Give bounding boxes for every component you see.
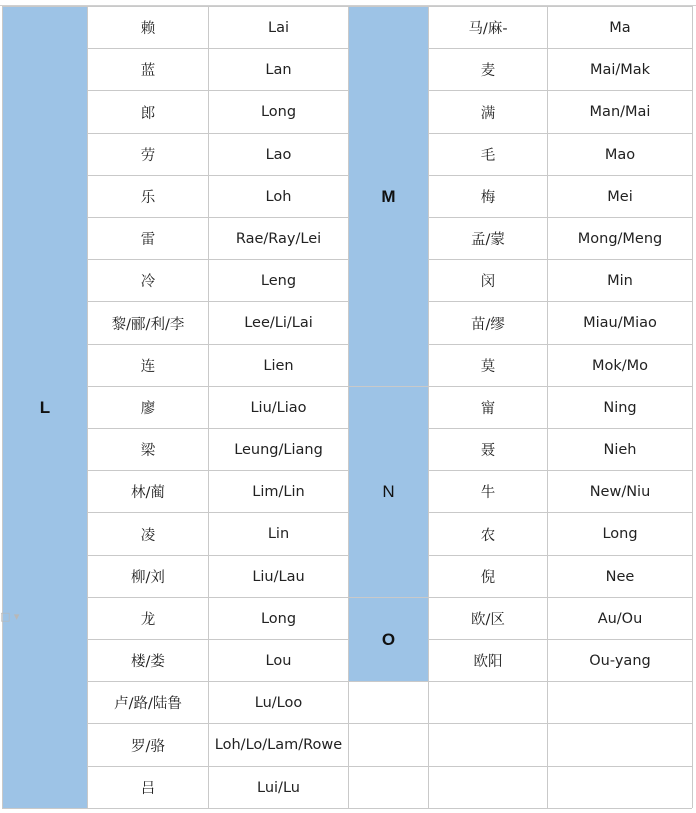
surname-cell[interactable]: 楼/娄	[131, 654, 165, 670]
romanization-cell[interactable]: Liu/Liao	[250, 399, 307, 416]
romanization-cell[interactable]: Lou	[265, 652, 292, 669]
surname-cell[interactable]: 林/蔺	[131, 485, 165, 501]
romanization-cell[interactable]: Long	[260, 104, 297, 120]
surname-cell[interactable]: 麦	[480, 63, 496, 79]
surname-cell[interactable]: 乐	[140, 190, 156, 206]
romanization-cell[interactable]: Nieh	[603, 441, 637, 458]
surname-cell[interactable]: 欧阳	[473, 654, 503, 670]
surname-cell[interactable]: 龙	[140, 612, 156, 628]
surname-cell[interactable]: 蓝	[140, 63, 156, 79]
row-gridline	[87, 808, 692, 809]
romanization-cell[interactable]: Ou-yang	[589, 652, 651, 669]
romanization-cell[interactable]: Ma	[609, 19, 631, 36]
letter-group-l[interactable]: L	[2, 6, 88, 809]
surname-cell[interactable]: 郎	[140, 105, 156, 122]
surname-cell[interactable]: 孟/蒙	[471, 232, 505, 248]
surname-cell[interactable]: 连	[140, 359, 156, 375]
letter-group-n[interactable]: N	[348, 386, 429, 598]
romanization-cell[interactable]: Long	[260, 610, 297, 627]
romanization-cell[interactable]: Loh	[265, 188, 292, 205]
surname-cell[interactable]: 马/麻-	[468, 21, 508, 37]
romanization-cell[interactable]: Au/Ou	[597, 610, 643, 627]
romanization-cell[interactable]: Miau/Miao	[583, 315, 657, 331]
surname-cell[interactable]: 廖	[140, 401, 156, 417]
surname-cell[interactable]: 苗/缪	[471, 316, 505, 333]
romanization-cell[interactable]: Ning	[603, 399, 637, 416]
romanization-cell[interactable]: Lan	[265, 61, 292, 78]
romanization-cell[interactable]: Loh/Lo/Lam/Rowe	[214, 737, 343, 753]
surname-cell[interactable]: 冷	[140, 274, 156, 290]
surname-cell[interactable]: 欧/区	[471, 612, 505, 628]
romanization-cell[interactable]: Lao	[265, 146, 292, 163]
romanization-cell[interactable]: Lin	[267, 526, 290, 542]
surname-cell[interactable]: 牛	[480, 485, 496, 501]
surname-cell[interactable]: 满	[480, 105, 496, 122]
surname-cell[interactable]: 劳	[140, 148, 156, 164]
romanization-cell[interactable]: Mai/Mak	[589, 61, 651, 78]
romanization-cell[interactable]: Long	[602, 526, 638, 542]
romanization-cell[interactable]: Leng	[260, 272, 297, 289]
surname-cell[interactable]: 梅	[480, 190, 496, 206]
romanization-cell[interactable]: Lui/Lu	[257, 779, 300, 796]
surname-cell[interactable]: 聂	[480, 443, 496, 459]
letter-group-o[interactable]: O	[348, 597, 429, 682]
romanization-cell[interactable]: Nee	[605, 568, 635, 585]
row-handle-icon: □ ▾	[0, 610, 20, 623]
surname-cell[interactable]: 闵	[480, 274, 496, 290]
romanization-cell[interactable]: Lien	[263, 357, 294, 374]
romanization-cell[interactable]: Rae/Ray/Lei	[235, 230, 322, 247]
romanization-cell[interactable]: Lu/Loo	[254, 694, 303, 711]
surname-cell[interactable]: 农	[480, 527, 496, 544]
surname-cell[interactable]: 黎/郦/利/李	[111, 316, 185, 333]
romanization-cell[interactable]: Lai	[268, 19, 289, 36]
romanization-cell[interactable]: Mei	[607, 188, 633, 205]
column-gridline	[692, 6, 693, 808]
romanization-cell[interactable]: Man/Mai	[589, 104, 651, 120]
surname-cell[interactable]: 梁	[140, 443, 156, 459]
romanization-cell[interactable]: Lim/Lin	[252, 483, 305, 500]
romanization-cell[interactable]: Leung/Liang	[234, 441, 323, 458]
romanization-cell[interactable]: Mong/Meng	[577, 230, 663, 247]
surname-cell[interactable]: 柳/刘	[131, 570, 165, 586]
surname-cell[interactable]: 甯	[480, 401, 496, 417]
surname-cell[interactable]: 莫	[480, 359, 496, 375]
surname-cell[interactable]: 吕	[140, 781, 156, 797]
romanization-cell[interactable]: Mok/Mo	[591, 357, 649, 374]
romanization-cell[interactable]: Liu/Lau	[252, 568, 305, 585]
surname-cell[interactable]: 倪	[480, 570, 496, 586]
surname-cell[interactable]: 卢/路/陆鲁	[114, 696, 182, 712]
romanization-cell[interactable]: Lee/Li/Lai	[244, 315, 313, 331]
romanization-cell[interactable]: New/Niu	[589, 483, 651, 500]
romanization-cell[interactable]: Mao	[604, 146, 636, 163]
romanization-cell[interactable]: Min	[607, 272, 633, 289]
surname-cell[interactable]: 罗/骆	[131, 738, 165, 755]
surname-cell[interactable]: 雷	[140, 232, 156, 248]
surname-cell[interactable]: 毛	[480, 148, 496, 164]
letter-group-m[interactable]: M	[348, 6, 429, 387]
surname-cell[interactable]: 凌	[140, 527, 156, 544]
surname-cell[interactable]: 赖	[140, 21, 156, 37]
